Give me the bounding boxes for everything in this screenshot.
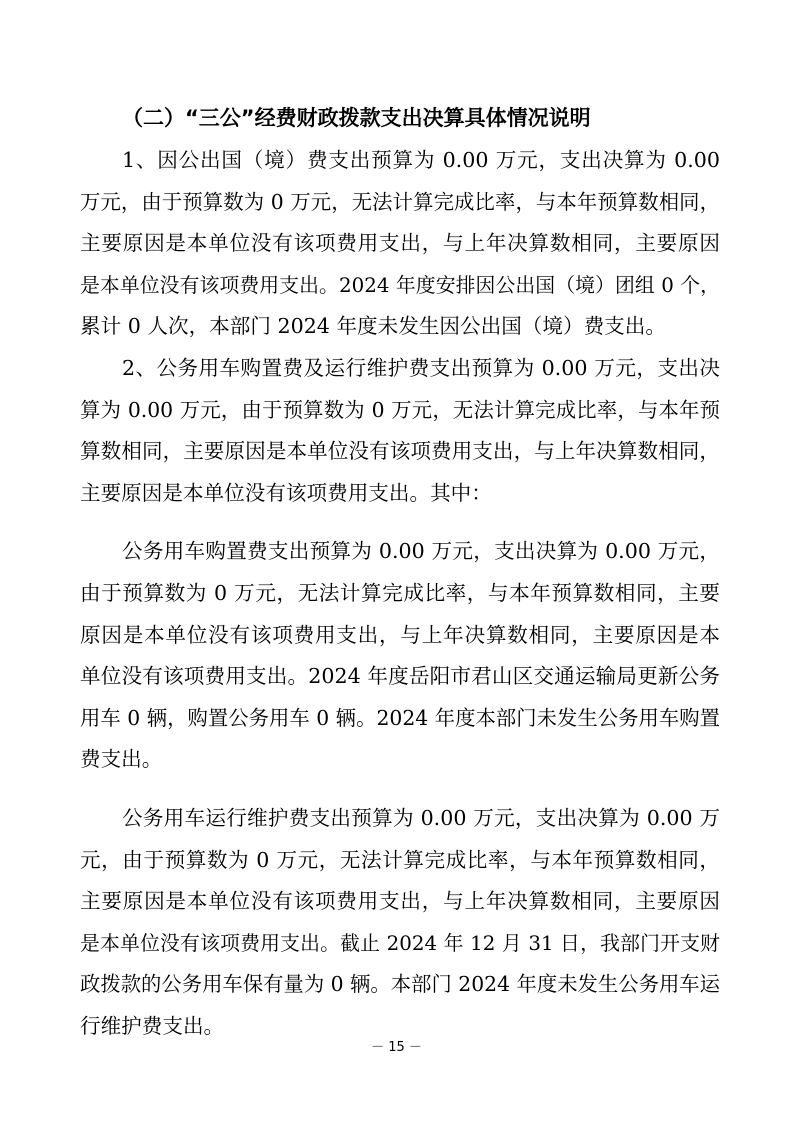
paragraph-line: 单位没有该项费用支出。2024 年度岳阳市君山区交通运输局更新公务 <box>80 664 720 689</box>
paragraph-line: 万元，由于预算数为 0 万元，无法计算完成比率，与本年预算数相同， <box>80 189 720 214</box>
page-number: － 15 － <box>371 1040 422 1055</box>
paragraph-line: 是本单位没有该项费用支出。截止 2024 年 12 月 31 日，我部门开支财 <box>80 931 720 955</box>
paragraph-line: 公务用车购置费支出预算为 0.00 万元，支出决算为 0.00 万元， <box>122 539 720 564</box>
paragraph-vehicle-total <box>80 348 720 514</box>
paragraph-line: 行维护费支出。 <box>80 1013 225 1038</box>
paragraph-overseas-travel <box>80 140 720 348</box>
paragraph-line: 用车 0 辆，购置公务用车 0 辆。2024 年度本部门未发生公务用车购置 <box>80 705 720 730</box>
paragraph-line: 元，由于预算数为 0 万元，无法计算完成比率，与本年预算数相同， <box>80 847 720 872</box>
paragraph-line: 费支出。 <box>80 747 163 772</box>
paragraph-line: 公务用车运行维护费支出预算为 0.00 万元，支出决算为 0.00 万 <box>122 805 720 830</box>
paragraph-line: 算数相同，主要原因是本单位没有该项费用支出，与上年决算数相同， <box>80 439 720 464</box>
paragraph-line: 主要原因是本单位没有该项费用支出。其中： <box>80 480 492 505</box>
paragraph-line: 1、因公出国（境）费支出预算为 0.00 万元，支出决算为 0.00 <box>122 148 720 172</box>
paragraph-line: 主要原因是本单位没有该项费用支出，与上年决算数相同，主要原因 <box>80 889 720 914</box>
paragraph-line: 是本单位没有该项费用支出。2024 年度安排因公出国（境）团组 0 个， <box>80 273 720 297</box>
section-heading: （二）“三公”经费财政拨款支出决算具体情况说明 <box>122 106 591 130</box>
paragraph-line: 算为 0.00 万元，由于预算数为 0 万元，无法计算完成比率，与本年预 <box>80 397 720 422</box>
paragraph-line: 主要原因是本单位没有该项费用支出，与上年决算数相同，主要原因 <box>80 231 720 256</box>
paragraph-vehicle-maintenance <box>80 798 720 1048</box>
paragraph-line: 原因是本单位没有该项费用支出，与上年决算数相同，主要原因是本 <box>80 622 720 647</box>
paragraph-line: 2、公务用车购置费及运行维护费支出预算为 0.00 万元，支出决 <box>122 355 720 380</box>
paragraph-line: 累计 0 人次，本部门 2024 年度未发生因公出国（境）费支出。 <box>80 314 666 339</box>
paragraph-vehicle-purchase <box>80 531 720 781</box>
paragraph-line: 政拨款的公务用车保有量为 0 辆。本部门 2024 年度未发生公务用车运 <box>80 972 720 997</box>
paragraph-line: 由于预算数为 0 万元，无法计算完成比率，与本年预算数相同，主要 <box>80 580 720 605</box>
document-body <box>80 98 720 1047</box>
